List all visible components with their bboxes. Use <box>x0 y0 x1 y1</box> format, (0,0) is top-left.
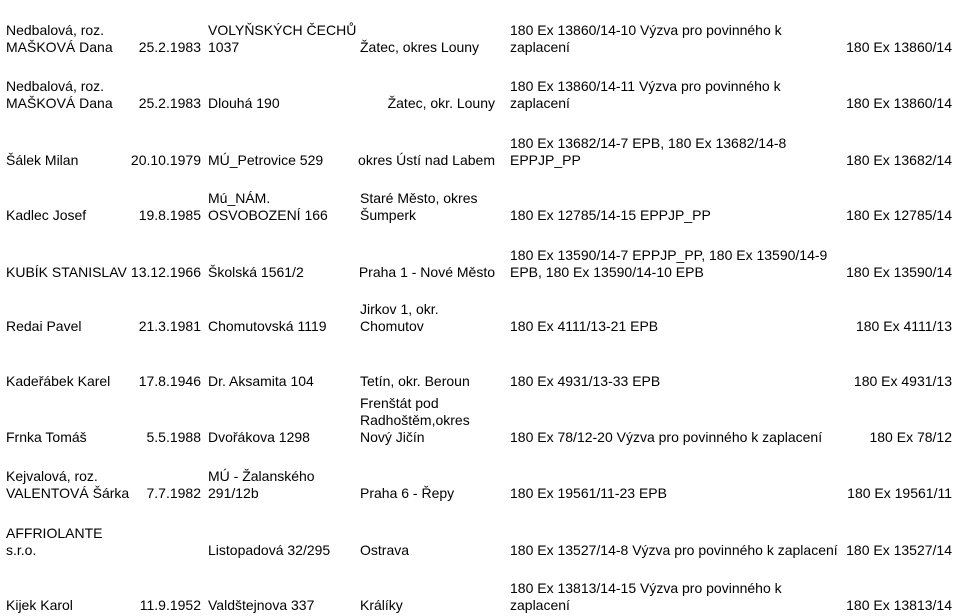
case-number-cell-line: 180 Ex 13813/14 <box>846 597 952 613</box>
city-cell <box>360 597 505 614</box>
name-cell-line: Kejvalová, roz. <box>6 468 98 484</box>
reference-cell-line: 180 Ex 13813/14-15 Výzva pro povinného k <box>510 580 782 596</box>
address-cell-line: Mú_NÁM. <box>208 190 271 206</box>
birthdate-cell <box>106 597 201 614</box>
reference-cell-line: 180 Ex 13860/14-10 Výzva pro povinného k <box>510 22 782 38</box>
address-cell-line: 291/12b <box>208 485 259 501</box>
address-cell-line: Školská 1561/2 <box>208 264 304 280</box>
city-cell-line: okres Ústí nad Labem <box>358 152 495 168</box>
city-cell-line: Žatec, okres Louny <box>360 39 480 55</box>
birthdate-cell-line: 21.3.1981 <box>138 318 201 334</box>
city-cell-line: Chomutov <box>360 318 424 334</box>
name-cell-line: AFFRIOLANTE <box>6 525 103 541</box>
name-cell-line: s.r.o. <box>6 542 37 558</box>
birthdate-cell-line: 7.7.1982 <box>146 485 201 501</box>
name-cell-line: Redai Pavel <box>6 318 82 334</box>
reference-cell <box>510 580 830 614</box>
reference-cell-line: 180 Ex 12785/14-15 EPPJP_PP <box>510 207 711 223</box>
birthdate-cell-line: 25.2.1983 <box>138 39 201 55</box>
reference-cell-line: zaplacení <box>510 95 570 111</box>
name-cell-line: MAŠKOVÁ Dana <box>6 39 113 55</box>
birthdate-cell-line: 19.8.1985 <box>138 207 201 223</box>
case-number-cell-line: 180 Ex 13860/14 <box>846 95 952 111</box>
address-cell-line: Valdštejnova 337 <box>208 597 315 613</box>
reference-cell-line: zaplacení <box>510 39 570 55</box>
case-number-cell <box>800 597 952 614</box>
address-cell-line: OSVOBOZENÍ 166 <box>208 207 328 223</box>
reference-cell-line: 180 Ex 13590/14-7 EPPJP_PP, 180 Ex 13590/14-9 <box>510 247 828 263</box>
name-cell-line: Kijek Karol <box>6 597 73 613</box>
birthdate-cell-line: 13.12.1966 <box>130 264 201 280</box>
reference-cell-line: 180 Ex 4931/13-33 EPB <box>510 373 661 389</box>
city-cell-line: Tetín, okr. Beroun <box>360 373 470 389</box>
case-number-cell-line: 180 Ex 12785/14 <box>846 207 952 223</box>
birthdate-cell-line: 25.2.1983 <box>138 95 201 111</box>
reference-cell-line: EPPJP_PP <box>510 152 581 168</box>
birthdate-cell-line: 20.10.1979 <box>130 152 201 168</box>
name-cell-line: Kadeřábek Karel <box>6 373 111 389</box>
city-cell-line: Frenštát pod <box>360 395 439 411</box>
birthdate-cell-line: 5.5.1988 <box>146 429 201 445</box>
case-number-cell-line: 180 Ex 4931/13 <box>853 373 952 389</box>
name-cell-line: Nedbalová, roz. <box>6 78 105 94</box>
address-cell-line: VOLYŇSKÝCH ČECHŮ <box>208 22 357 38</box>
address-cell-line: Dlouhá 190 <box>208 95 280 111</box>
birthdate-cell-line: 17.8.1946 <box>138 373 201 389</box>
name-cell-line: Nedbalová, roz. <box>6 22 105 38</box>
birthdate-cell-line: 11.9.1952 <box>139 597 201 613</box>
name-cell-line: KUBÍK STANISLAV <box>6 264 127 280</box>
name-cell-line: VALENTOVÁ Šárka <box>6 485 130 501</box>
case-number-cell-line: 180 Ex 19561/11 <box>847 485 952 501</box>
name-cell-line: MAŠKOVÁ Dana <box>6 95 113 111</box>
city-cell-line: Nový Jičín <box>360 429 425 445</box>
city-cell-line: Praha 1 - Nové Město <box>358 264 495 280</box>
city-cell-line: Radhoštěm,okres <box>360 412 470 428</box>
reference-cell-line: zaplacení <box>510 597 570 613</box>
city-cell-line: Praha 6 - Řepy <box>360 485 455 501</box>
reference-cell-line: EPB, 180 Ex 13590/14-10 EPB <box>510 264 704 280</box>
reference-cell-line: 180 Ex 78/12-20 Výzva pro povinného k zaplacení <box>510 429 823 445</box>
reference-cell-line: 180 Ex 4111/13-21 EPB <box>510 318 659 334</box>
name-cell-line: Kadlec Josef <box>6 207 87 223</box>
address-cell-line: Listopadová 32/295 <box>208 542 331 558</box>
address-cell-line: 1037 <box>208 39 240 55</box>
reference-cell-line: 180 Ex 13682/14-7 EPB, 180 Ex 13682/14-8 <box>510 135 787 151</box>
name-cell-line: Frnka Tomáš <box>6 429 87 445</box>
address-cell-line: Dr. Aksamita 104 <box>208 373 314 389</box>
address-cell-line: Dvořákova 1298 <box>208 429 310 445</box>
reference-cell-line: 180 Ex 13527/14-8 Výzva pro povinného k zaplacení <box>510 542 838 558</box>
city-cell-line: Staré Město, okres <box>360 190 478 206</box>
case-number-cell-line: 180 Ex 4111/13 <box>855 318 952 334</box>
address-cell-line: MÚ - Žalanského <box>208 468 315 484</box>
reference-cell-line: 180 Ex 19561/11-23 EPB <box>510 485 667 501</box>
case-number-cell-line: 180 Ex 13527/14 <box>846 542 952 558</box>
case-number-cell-line: 180 Ex 78/12 <box>869 429 952 445</box>
city-cell-line: Ostrava <box>360 542 410 558</box>
city-cell-line: Šumperk <box>360 207 417 223</box>
city-cell-line: Jirkov 1, okr. <box>360 301 439 317</box>
address-cell-line: Chomutovská 1119 <box>208 318 327 334</box>
name-cell-line: Šálek Milan <box>6 152 79 168</box>
case-number-cell-line: 180 Ex 13590/14 <box>846 264 952 280</box>
case-number-cell-line: 180 Ex 13682/14 <box>846 152 952 168</box>
address-cell <box>208 597 358 614</box>
city-cell-line: Králíky <box>360 597 403 613</box>
address-cell-line: MÚ_Petrovice 529 <box>208 152 324 168</box>
city-cell-line: Žatec, okr. Louny <box>387 95 495 111</box>
reference-cell-line: 180 Ex 13860/14-11 Výzva pro povinného k <box>510 78 781 94</box>
case-number-cell-line: 180 Ex 13860/14 <box>846 39 952 55</box>
